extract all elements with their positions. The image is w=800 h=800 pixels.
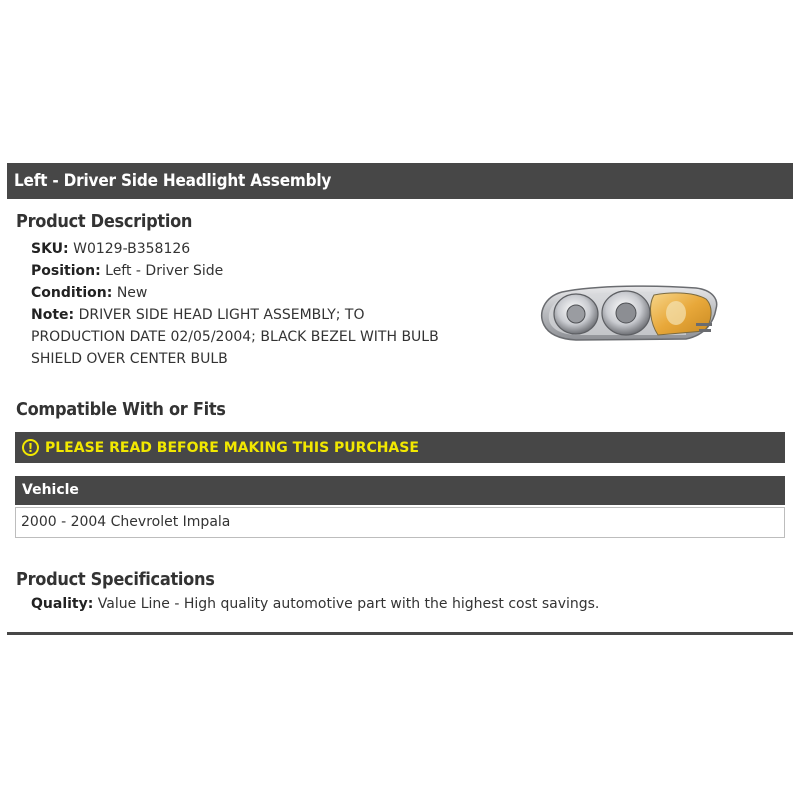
quality-row [31, 596, 599, 612]
product-description-details [31, 238, 491, 370]
sku-value: W0129-B358126 [73, 241, 191, 257]
condition-row [31, 282, 491, 304]
page-title: Left - Driver Side Headlight Assembly [7, 163, 793, 199]
condition-label: Condition: [31, 285, 113, 301]
vehicle-table-row: 2000 - 2004 Chevrolet Impala [15, 507, 785, 538]
note-value-line3: SHIELD OVER CENTER BULB [31, 351, 228, 367]
bottom-divider [7, 632, 793, 635]
note-value-line1: DRIVER SIDE HEAD LIGHT ASSEMBLY; TO [78, 307, 365, 323]
headlight-image [536, 283, 721, 343]
position-value: Left - Driver Side [105, 263, 224, 279]
product-description-heading: Product Description [16, 211, 193, 232]
vehicle-table-header: Vehicle [15, 476, 785, 505]
specifications-heading: Product Specifications [16, 569, 215, 590]
purchase-warning-bar [15, 432, 785, 463]
quality-value: Value Line - High quality automotive part with the highest cost savings. [97, 596, 600, 612]
position-row [31, 260, 491, 282]
sku-label: SKU: [31, 241, 69, 257]
quality-label: Quality: [31, 596, 94, 612]
note-value-line2: PRODUCTION DATE 02/05/2004; BLACK BEZEL WITH BULB [31, 329, 439, 345]
condition-value: New [116, 285, 148, 301]
exclamation-circle-icon: ! [22, 439, 39, 456]
note-label: Note: [31, 307, 75, 323]
warning-text: PLEASE READ BEFORE MAKING THIS PURCHASE [45, 439, 419, 456]
compatibility-heading: Compatible With or Fits [16, 399, 226, 420]
position-label: Position: [31, 263, 101, 279]
sku-row [31, 238, 491, 260]
note-row [31, 304, 491, 326]
